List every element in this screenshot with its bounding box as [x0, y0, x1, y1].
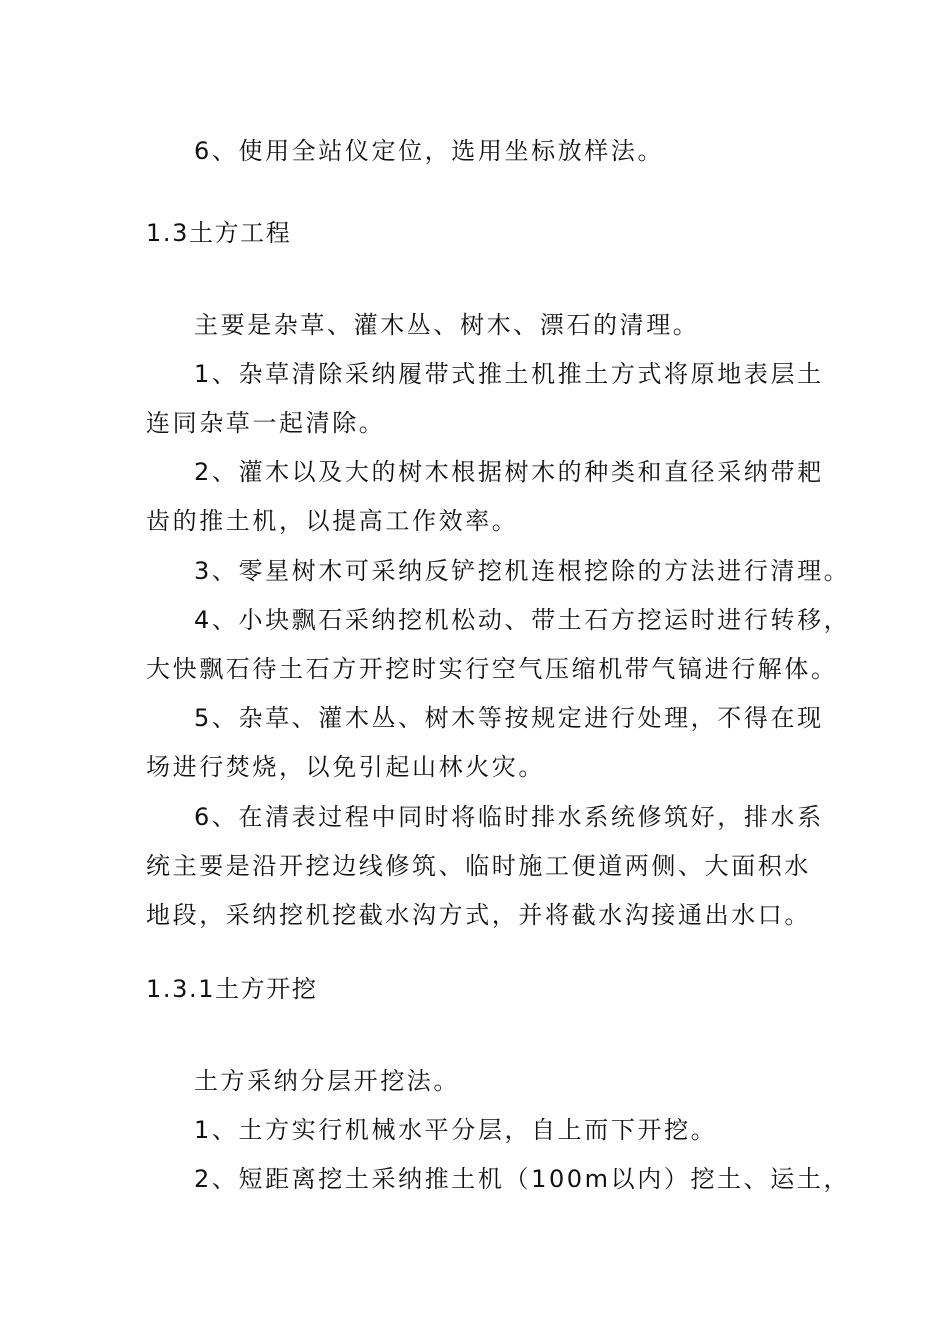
paragraph-line: 统主要是沿开挖边线修筑、临时施工便道两侧、大面积水 [146, 852, 811, 880]
paragraph-line: 2、短距离挖土采纳推土机（100m以内）挖土、运土， [194, 1165, 851, 1193]
paragraph-line: 地段，采纳挖机挖截水沟方式，并将截水沟接通出水口。 [146, 901, 811, 929]
paragraph-line: 连同杂草一起清除。 [146, 409, 386, 437]
paragraph-line: 大快飘石待土石方开挖时实行空气压缩机带气镐进行解体。 [146, 655, 838, 683]
paragraph-line: 1、杂草清除采纳履带式推土机推土方式将原地表层土 [194, 360, 824, 388]
paragraph-line: 3、零星树木可采纳反铲挖机连根挖除的方法进行清理。 [194, 557, 851, 585]
paragraph-line: 6、在清表过程中同时将临时排水系统修筑好，排水系 [194, 803, 824, 831]
paragraph-line: 主要是杂草、灌木丛、树木、漂石的清理。 [194, 311, 700, 339]
paragraph-line: 4、小块飘石采纳挖机松动、带土石方挖运时进行转移， [194, 606, 851, 634]
paragraph-line: 场进行焚烧，以免引起山林火灾。 [146, 753, 545, 781]
paragraph-line: 1、土方实行机械水平分层，自上而下开挖。 [194, 1116, 718, 1144]
paragraph-line: 土方采纳分层开挖法。 [194, 1067, 460, 1095]
paragraph-line: 齿的推土机，以提高工作效率。 [146, 507, 519, 535]
section-heading: 1.3土方工程 [146, 219, 292, 247]
subsection-heading: 1.3.1土方开挖 [146, 975, 318, 1003]
paragraph-line: 5、杂草、灌木丛、树木等按规定进行处理，不得在现 [194, 704, 824, 732]
paragraph-line: 2、灌木以及大的树木根据树木的种类和直径采纳带耙 [194, 458, 824, 486]
paragraph-line: 6、使用全站仪定位，选用坐标放样法。 [194, 137, 665, 165]
